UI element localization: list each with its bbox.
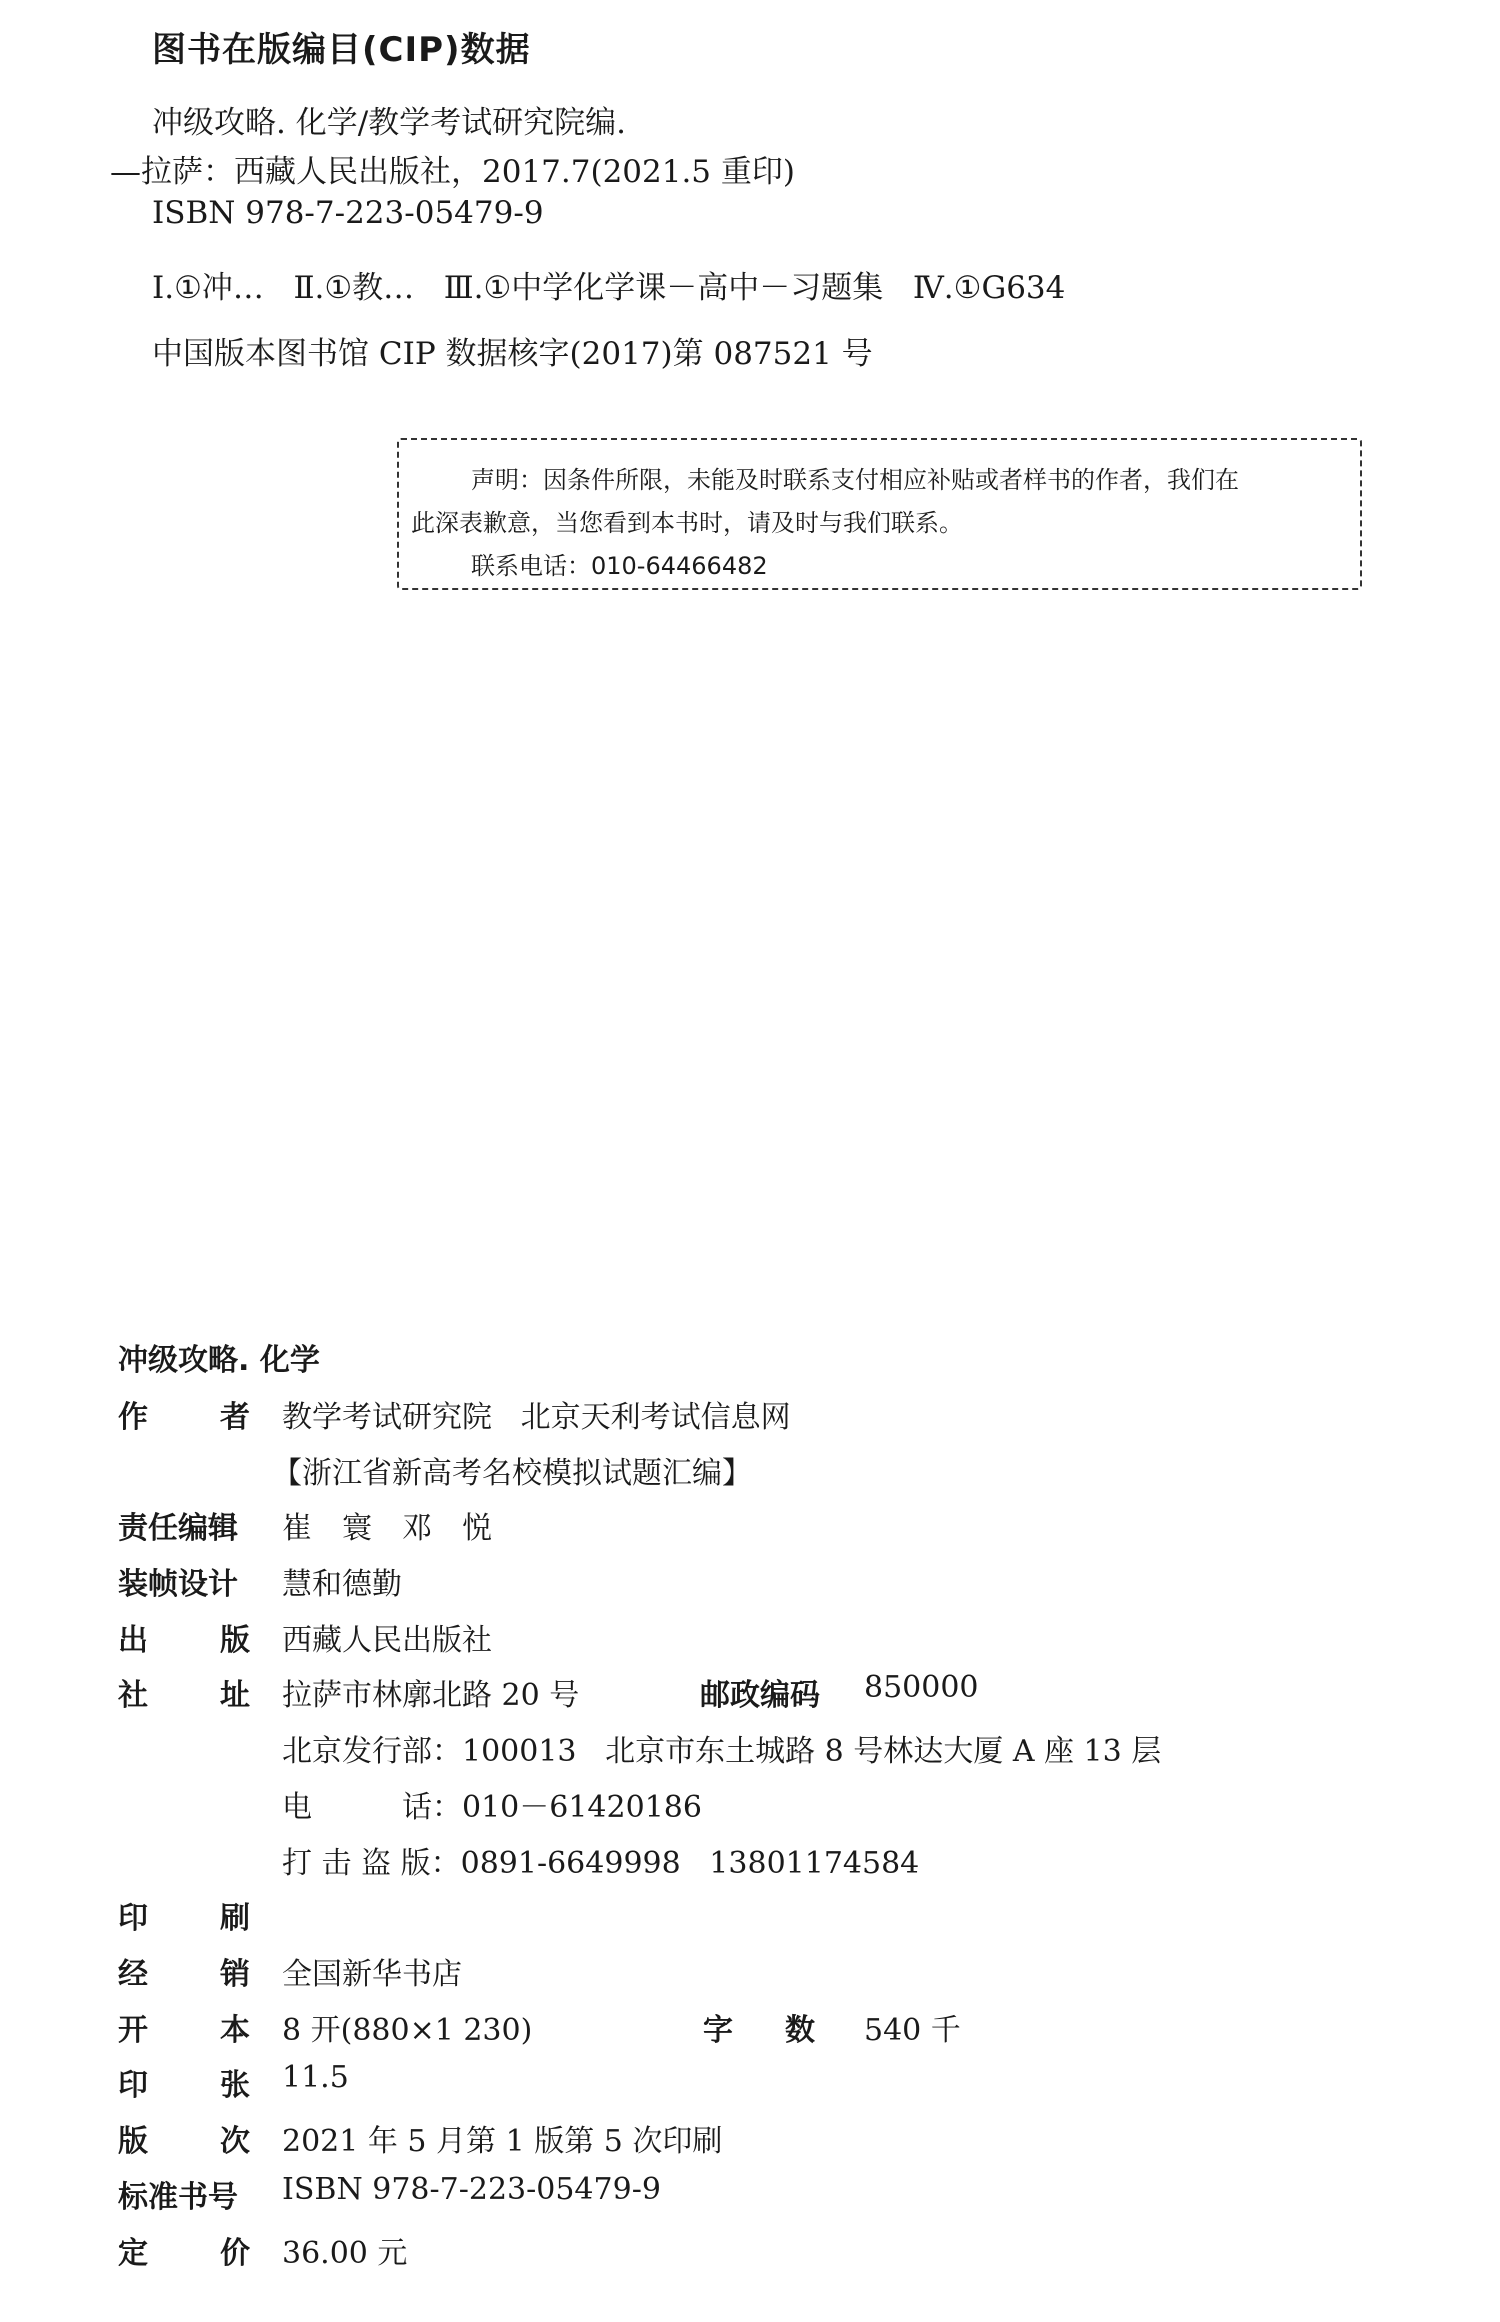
cip-line-isbn: ISBN 978-7-223-05479-9 [152, 195, 544, 231]
cip-line-record: 中国版本图书馆 CIP 数据核字(2017)第 087521 号 [152, 336, 873, 372]
word-count-label: 字 数 [703, 2013, 815, 2048]
address-value: 拉萨市林廓北路 20 号 [282, 1678, 580, 1713]
cip-line-title: 冲级攻略. 化学/教学考试研究院编. [152, 105, 627, 141]
price-label: 定 价 [118, 2236, 250, 2271]
postcode-label: 邮政编码 [700, 1678, 820, 1713]
distributor-label: 经 销 [118, 1957, 250, 1992]
address-label: 社 址 [118, 1678, 250, 1713]
edition-value: 2021 年 5 月第 1 版第 5 次印刷 [282, 2124, 723, 2159]
series-value: 【浙江省新高考名校模拟试题汇编】 [272, 1456, 752, 1491]
word-count-value: 540 千 [864, 2013, 961, 2048]
format-label: 开 本 [118, 2013, 250, 2048]
cip-line-publisher: —拉萨：西藏人民出版社，2017.7(2021.5 重印) [110, 154, 795, 190]
cip-heading: 图书在版编目(CIP)数据 [152, 30, 531, 70]
notice-line-2: 此深表歉意，当您看到本书时，请及时与我们联系。 [411, 509, 963, 537]
editor-label: 责任编辑 [118, 1511, 238, 1546]
anti-piracy-value: 打 击 盗 版：0891-6649998 13801174584 [282, 1846, 920, 1881]
editor-value: 崔 寰 邓 悦 [282, 1511, 492, 1546]
format-value: 8 开(880×1 230) [282, 2013, 533, 2048]
sheets-label: 印 张 [118, 2068, 250, 2103]
notice-contact: 联系电话：010-64466482 [471, 552, 768, 580]
price-value: 36.00 元 [282, 2236, 408, 2271]
distributor-value: 全国新华书店 [282, 1957, 462, 1992]
notice-line-1: 声明：因条件所限，未能及时联系支付相应补贴或者样书的作者，我们在 [471, 466, 1239, 494]
publisher-label: 出 版 [118, 1623, 250, 1658]
phone-value: 电 话：010－61420186 [282, 1790, 702, 1825]
author-label: 作 者 [118, 1400, 250, 1435]
notice-box [397, 438, 1362, 590]
sheets-value: 11.5 [282, 2060, 349, 2095]
isbn-value: ISBN 978-7-223-05479-9 [282, 2172, 661, 2207]
printer-label: 印 刷 [118, 1901, 250, 1936]
colophon-book-title: 冲级攻略. 化学 [118, 1343, 320, 1378]
beijing-office-value: 北京发行部：100013 北京市东土城路 8 号林达大厦 A 座 13 层 [282, 1734, 1162, 1769]
postcode-value: 850000 [864, 1670, 979, 1705]
edition-label: 版 次 [118, 2124, 250, 2159]
cip-line-classification: Ⅰ.①冲… Ⅱ.①教… Ⅲ.①中学化学课－高中－习题集 Ⅳ.①G634 [152, 270, 1066, 306]
author-value: 教学考试研究院 北京天利考试信息网 [282, 1400, 791, 1435]
design-value: 慧和德勤 [282, 1567, 402, 1602]
isbn-label: 标准书号 [118, 2180, 238, 2215]
publisher-value: 西藏人民出版社 [282, 1623, 492, 1658]
design-label: 装帧设计 [118, 1567, 238, 1602]
